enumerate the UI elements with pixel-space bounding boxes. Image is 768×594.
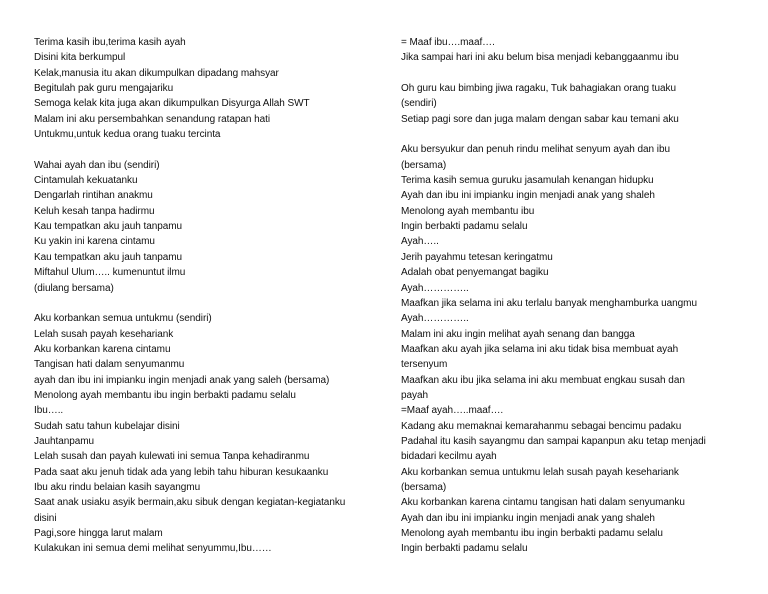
blank-line xyxy=(401,127,741,142)
text-line: Pada saat aku jenuh tidak ada yang lebih tahu hiburan kesukaanku xyxy=(34,466,329,478)
text-line: Begitulah pak guru mengajariku xyxy=(34,83,174,95)
text-line: Lelah susah dan payah kulewati ini semua Tanpa kehadiranmu xyxy=(34,451,310,463)
text-line: Setiap pagi sore dan juga malam dengan sabar kau temani aku xyxy=(401,113,679,125)
text-line: Semoga kelak kita juga akan dikumpulkan Disyurga Allah SWT xyxy=(34,98,310,110)
text-line: (bersama) xyxy=(401,159,447,171)
text-line: Ayah………….. xyxy=(401,313,469,325)
text-line: Ayah….. xyxy=(401,236,439,248)
text-line: tersenyum xyxy=(401,359,448,371)
text-line: (sendiri) xyxy=(401,98,437,110)
right-column xyxy=(401,35,741,557)
text-line: Dengarlah rintihan anakmu xyxy=(34,190,153,202)
text-line: Terima kasih semua guruku jasamulah kenangan hidupku xyxy=(401,175,654,187)
text-line: (bersama) xyxy=(401,481,447,493)
text-line: Ayah………….. xyxy=(401,282,469,294)
text-line: Ibu….. xyxy=(34,405,64,417)
blank-line xyxy=(401,66,741,81)
blank-line xyxy=(34,296,374,311)
text-line: =Maaf ayah…..maaf…. xyxy=(401,405,504,417)
text-line: bidadari kecilmu ayah xyxy=(401,451,497,463)
text-line: Menolong ayah membantu ibu xyxy=(401,205,535,217)
text-line: Kulakukan ini semua demi melihat senyummu,Ibu…… xyxy=(34,543,272,555)
text-line: Ku yakin ini karena cintamu xyxy=(34,236,155,248)
text-line: Aku korbankan karena cintamu xyxy=(34,343,171,355)
text-line: Maafkan aku ibu jika selama ini aku membuat engkau susah dan xyxy=(401,374,685,386)
text-line: Ayah dan ibu ini impianku ingin menjadi anak yang shaleh xyxy=(401,190,655,202)
text-line: Jauhtanpamu xyxy=(34,435,95,447)
text-line: Disini kita berkumpul xyxy=(34,52,126,64)
text-line: Kadang aku memaknai kemarahanmu sebagai bencimu padaku xyxy=(401,420,682,432)
text-line: Keluh kesah tanpa hadirmu xyxy=(34,205,155,217)
text-line: Kelak,manusia itu akan dikumpulkan dipadang mahsyar xyxy=(34,67,279,79)
text-line: Ingin berbakti padamu selalu xyxy=(401,543,528,555)
text-line: Jerih payahmu tetesan keringatmu xyxy=(401,251,553,263)
text-line: Saat anak usiaku asyik bermain,aku sibuk dengan kegiatan-kegiatanku xyxy=(34,497,346,509)
text-line: Aku bersyukur dan penuh rindu melihat senyum ayah dan ibu xyxy=(401,144,670,156)
text-line: Ayah dan ibu ini impianku ingin menjadi anak yang shaleh xyxy=(401,512,655,524)
text-line: Malam ini aku persembahkan senandung ratapan hati xyxy=(34,113,271,125)
text-line: Sudah satu tahun kubelajar disini xyxy=(34,420,180,432)
text-line: Padahal itu kasih sayangmu dan sampai kapanpun aku tetap menjadi xyxy=(401,435,706,447)
text-line: Ingin berbakti padamu selalu xyxy=(401,221,528,233)
text-line: Menolong ayah membantu ibu ingin berbakti padamu selalu xyxy=(34,389,296,401)
text-line: Pagi,sore hingga larut malam xyxy=(34,528,163,539)
blank-line xyxy=(34,142,374,157)
text-line: Tangisan hati dalam senyumanmu xyxy=(34,359,185,371)
text-line: Aku korbankan semua untukmu (sendiri) xyxy=(34,313,212,325)
text-line: Aku korbankan semua untukmu lelah susah payah kesehariank xyxy=(401,466,679,478)
text-line: ayah dan ibu ini impianku ingin menjadi anak yang saleh (bersama) xyxy=(34,374,330,386)
text-line: Menolong ayah membantu ibu ingin berbakti padamu selalu xyxy=(401,528,663,539)
text-line: Cintamulah kekuatanku xyxy=(34,175,138,187)
text-line: Terima kasih ibu,terima kasih ayah xyxy=(34,37,186,48)
text-line: Jika sampai hari ini aku belum bisa menjadi kebanggaanmu ibu xyxy=(401,52,679,64)
left-column xyxy=(34,35,374,557)
text-line: Oh guru kau bimbing jiwa ragaku, Tuk bahagiakan orang tuaku xyxy=(401,83,677,95)
text-line: Aku korbankan karena cintamu tangisan hati dalam senyumanku xyxy=(401,497,685,509)
text-line: payah xyxy=(401,389,428,401)
text-line: Maafkan aku ayah jika selama ini aku tidak bisa membuat ayah xyxy=(401,343,679,355)
text-line: Ibu aku rindu belaian kasih sayangmu xyxy=(34,481,201,493)
text-line: (diulang bersama) xyxy=(34,282,114,294)
text-line: Wahai ayah dan ibu (sendiri) xyxy=(34,159,160,171)
text-line: Adalah obat penyemangat bagiku xyxy=(401,267,549,279)
text-line: Malam ini aku ingin melihat ayah senang dan bangga xyxy=(401,328,635,340)
text-line: disini xyxy=(34,512,57,524)
text-line: = Maaf ibu….maaf…. xyxy=(401,37,495,48)
text-line: Kau tempatkan aku jauh tanpamu xyxy=(34,221,183,233)
text-line: Maafkan jika selama ini aku terlalu banyak menghamburka uangmu xyxy=(401,297,697,309)
text-line: Lelah susah payah kesehariank xyxy=(34,328,174,340)
text-line: Miftahul Ulum….. kumenuntut ilmu xyxy=(34,267,186,279)
text-line: Untukmu,untuk kedua orang tuaku tercinta xyxy=(34,129,221,141)
text-line: Kau tempatkan aku jauh tanpamu xyxy=(34,251,183,263)
